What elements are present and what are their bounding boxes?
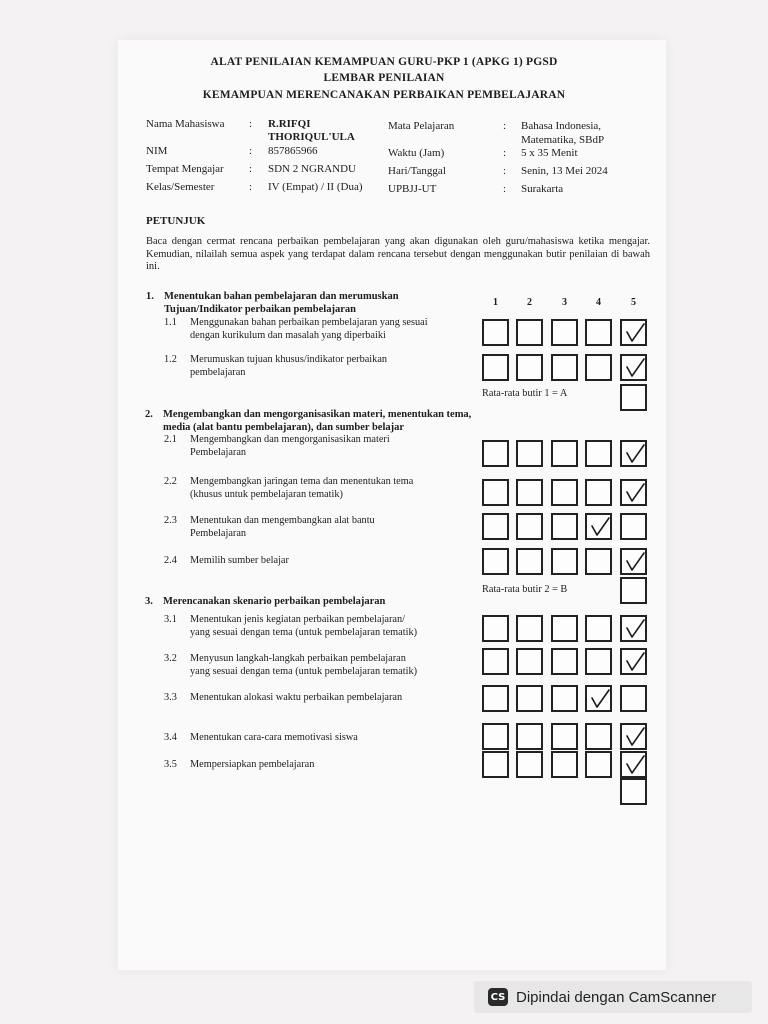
checkmark-icon [624,618,646,640]
checkmark-icon [624,482,646,504]
rating-box-3.3-2[interactable] [516,685,543,712]
title-line-1: ALAT PENILAIAN KEMAMPUAN GURU-PKP 1 (APKG 1) PGSD [210,56,558,68]
rating-box-3.5-3[interactable] [551,751,578,778]
rating-box-1.1-2[interactable] [516,319,543,346]
scale-label-3: 3 [562,297,567,308]
rating-box-3.5-1[interactable] [482,751,509,778]
rating-box-1.2-3[interactable] [551,354,578,381]
average-label-1: Rata-rata butir 1 = A [482,388,568,399]
section-title-line: media (alat bantu pembelajaran), dan sumber belajar [163,422,405,433]
rating-box-2.3-5[interactable] [620,513,647,540]
rating-box-3.4-5[interactable] [620,723,647,750]
item-text-line: yang sesuai dengan tema (untuk pembelajaran tematik) [190,666,418,677]
checkmark-icon [624,357,646,379]
rating-box-2.1-2[interactable] [516,440,543,467]
rating-box-1.2-5[interactable] [620,354,647,381]
item-text-line: Mengembangkan dan mengorganisasikan materi [190,434,390,445]
rating-box-2.3-1[interactable] [482,513,509,540]
rating-box-3.5-4[interactable] [585,751,612,778]
rating-box-2.3-4[interactable] [585,513,612,540]
rating-box-2.3-3[interactable] [551,513,578,540]
item-number: 3.1 [164,614,177,625]
instructions-text: Baca dengan cermat rencana perbaikan pembelajaran yang akan digunakan oleh guru/mahasiswa ketika mengajar. Kemudian, nilailah semua aspek yang terdapat dalam rencana tersebut dengan menggunakan butir penilaian di bawah ini. [146,236,650,272]
checkmark-icon [624,551,646,573]
rating-box-3.4-2[interactable] [516,723,543,750]
item-number: 2.3 [164,515,177,526]
rating-box-1.1-4[interactable] [585,319,612,346]
value-upbjj: Surakarta [521,183,564,195]
rating-box-3.3-3[interactable] [551,685,578,712]
rating-box-3.1-5[interactable] [620,615,647,642]
label-tempat: Tempat Mengajar [146,163,224,175]
rating-box-3.2-5[interactable] [620,648,647,675]
value-nim: 857865966 [268,145,318,157]
checkmark-icon [624,754,646,776]
checkmark-icon [589,688,611,710]
checkmark-icon [624,651,646,673]
item-number: 2.1 [164,434,177,445]
rating-box-2.2-4[interactable] [585,479,612,506]
item-text-line: Menentukan dan mengembangkan alat bantu [190,515,375,526]
camscanner-text: Dipindai dengan CamScanner [516,988,717,1006]
colon: : [249,181,253,193]
rating-box-3.5-2[interactable] [516,751,543,778]
scale-label-2: 2 [527,297,532,308]
rating-box-2.2-2[interactable] [516,479,543,506]
item-number: 3.3 [164,692,177,703]
rating-box-1.1-3[interactable] [551,319,578,346]
item-number: 2.2 [164,476,177,487]
rating-box-1.2-4[interactable] [585,354,612,381]
camscanner-logo-icon: CS [488,988,508,1006]
rating-box-3.2-3[interactable] [551,648,578,675]
value-kelas: IV (Empat) / II (Dua) [268,181,363,193]
rating-box-3.1-4[interactable] [585,615,612,642]
value-nama-1: R.RIFQI [268,118,311,130]
rating-box-2.2-1[interactable] [482,479,509,506]
label-waktu: Waktu (Jam) [388,147,445,159]
rating-box-3.2-4[interactable] [585,648,612,675]
section-title-line: Menentukan bahan pembelajaran dan merumuskan [164,291,399,302]
value-mapel-1: Bahasa Indonesia, [521,120,602,132]
item-text-line: Pembelajaran [190,528,247,539]
value-waktu: 5 x 35 Menit [521,147,578,159]
colon: : [249,163,253,175]
rating-box-2.1-3[interactable] [551,440,578,467]
rating-box-3.1-3[interactable] [551,615,578,642]
rating-box-3.2-1[interactable] [482,648,509,675]
label-mapel: Mata Pelajaran [388,120,455,132]
rating-box-2.4-5[interactable] [620,548,647,575]
checkmark-icon [589,516,611,538]
rating-box-3.4-3[interactable] [551,723,578,750]
rating-box-3.2-2[interactable] [516,648,543,675]
average-label-2: Rata-rata butir 2 = B [482,584,568,595]
title-line-2: LEMBAR PENILAIAN [323,72,445,84]
item-text-line: Menggunakan bahan perbaikan pembelajaran yang sesuai [190,317,428,328]
rating-box-3.4-1[interactable] [482,723,509,750]
item-text-line: Memilih sumber belajar [190,555,289,566]
colon: : [503,183,507,195]
rating-box-3.1-1[interactable] [482,615,509,642]
item-number: 3.4 [164,732,177,743]
average-box-a[interactable] [620,384,647,411]
checkmark-icon [624,726,646,748]
item-text-line: Menentukan cara-cara memotivasi siswa [190,732,358,743]
value-mapel-2: Matematika, SBdP [521,134,605,146]
section-title-line: Mengembangkan dan mengorganisasikan materi, menentukan tema, [163,409,472,420]
colon: : [249,145,253,157]
section-title-line: Merencanakan skenario perbaikan pembelajaran [163,596,386,607]
label-kelas: Kelas/Semester [146,181,215,193]
rating-box-3.3-4[interactable] [585,685,612,712]
scale-label-5: 5 [631,297,636,308]
rating-box-2.3-2[interactable] [516,513,543,540]
value-tempat: SDN 2 NGRANDU [268,163,357,175]
rating-box-3.1-2[interactable] [516,615,543,642]
rating-box-3.4-4[interactable] [585,723,612,750]
rating-box-2.2-5[interactable] [620,479,647,506]
rating-box-2.1-1[interactable] [482,440,509,467]
section-title-line: Tujuan/Indikator perbaikan pembelajaran [164,304,356,315]
value-hari: Senin, 13 Mei 2024 [521,165,608,177]
rating-box-2.4-2[interactable] [516,548,543,575]
colon: : [503,147,507,159]
average-box-c[interactable] [620,778,647,805]
item-text-line: Mengembangkan jaringan tema dan menentukan tema [190,476,414,487]
rating-box-2.4-1[interactable] [482,548,509,575]
rating-box-2.1-5[interactable] [620,440,647,467]
colon: : [503,120,507,132]
item-text-line: Menentukan jenis kegiatan perbaikan pembelajaran/ [190,614,406,625]
title-line-3: KEMAMPUAN MERENCANAKAN PERBAIKAN PEMBELAJARAN [202,89,566,101]
rating-box-1.1-1[interactable] [482,319,509,346]
rating-box-1.2-2[interactable] [516,354,543,381]
rating-box-3.3-1[interactable] [482,685,509,712]
item-text-line: Mempersiapkan pembelajaran [190,759,315,770]
section-number: 1. [146,291,154,302]
rating-box-2.4-3[interactable] [551,548,578,575]
average-box-b[interactable] [620,577,647,604]
scale-label-4: 4 [596,297,601,308]
rating-box-2.1-4[interactable] [585,440,612,467]
section-number: 3. [145,596,153,607]
item-text-line: yang sesuai dengan tema (untuk pembelajaran tematik) [190,627,418,638]
value-nama-2: THORIQUL'ULA [268,131,355,143]
item-number: 2.4 [164,555,177,566]
rating-box-2.2-3[interactable] [551,479,578,506]
colon: : [503,165,507,177]
item-number: 1.2 [164,354,177,365]
label-nim: NIM [146,145,168,157]
checkmark-icon [624,322,646,344]
section-number: 2. [145,409,153,420]
label-nama: Nama Mahasiswa [146,118,225,130]
label-hari: Hari/Tanggal [388,165,446,177]
item-text-line: (khusus untuk pembelajaran tematik) [190,489,343,500]
rating-box-2.4-4[interactable] [585,548,612,575]
item-text-line: Menyusun langkah-langkah perbaikan pembelajaran [190,653,406,664]
scale-label-1: 1 [493,297,498,308]
rating-box-1.1-5[interactable] [620,319,647,346]
item-number: 1.1 [164,317,177,328]
label-upbjj: UPBJJ-UT [388,183,437,195]
colon: : [249,118,253,130]
item-text-line: Pembelajaran [190,447,247,458]
item-text-line: Menentukan alokasi waktu perbaikan pembelajaran [190,692,403,703]
instructions-heading: PETUNJUK [146,215,206,227]
item-text-line: pembelajaran [190,367,246,378]
rating-box-3.5-5[interactable] [620,751,647,778]
item-number: 3.2 [164,653,177,664]
camscanner-badge [474,981,752,1013]
rating-box-1.2-1[interactable] [482,354,509,381]
item-number: 3.5 [164,759,177,770]
rating-box-3.3-5[interactable] [620,685,647,712]
item-text-line: dengan kurikulum dan masalah yang diperbaiki [190,330,386,341]
item-text-line: Merumuskan tujuan khusus/indikator perbaikan [190,354,388,365]
checkmark-icon [624,443,646,465]
